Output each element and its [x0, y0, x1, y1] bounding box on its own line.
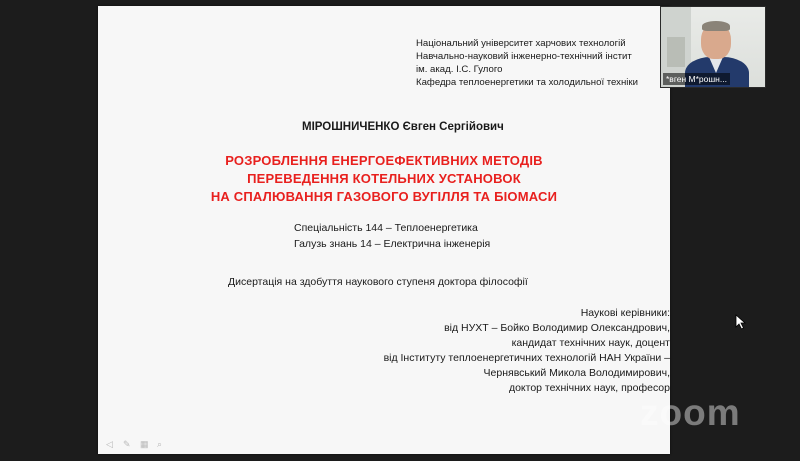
shared-slide	[98, 6, 670, 454]
pen-icon[interactable]: ✎	[123, 439, 131, 449]
supervisor-line: Наукові керівники:	[580, 307, 670, 319]
zoom-logo: zoom	[640, 392, 741, 433]
specialty-line: Спеціальність 144 – Теплоенергетика	[294, 222, 478, 234]
institution-line: Кафедра теплоенергетики та холодильної техніки	[416, 77, 638, 88]
slide-toolbar	[106, 440, 166, 449]
thesis-title-line: РОЗРОБЛЕННЯ ЕНЕРГОЕФЕКТИВНИХ МЕТОДІВ	[225, 153, 543, 168]
thesis-title-line: НА СПАЛЮВАННЯ ГАЗОВОГО ВУГІЛЛЯ ТА БІОМАСИ	[210, 189, 558, 204]
supervisor-line: доктор технічних наук, професор	[508, 382, 670, 394]
dissertation-line: Дисертація на здобуття наукового ступеня доктора філософії	[228, 276, 528, 288]
video-background	[667, 37, 685, 67]
specialty-line: Галузь знань 14 – Електрична інженерія	[294, 238, 491, 250]
institution-line: Навчально-науковий інженерно-технічний інстит	[416, 51, 632, 62]
zoom-icon[interactable]: ⌕	[157, 439, 163, 449]
supervisor-line: від НУХТ – Бойко Володимир Олександрович,	[444, 322, 670, 334]
thesis-title-line: ПЕРЕВЕДЕННЯ КОТЕЛЬНИХ УСТАНОВОК	[247, 171, 521, 186]
participant-name: *вген М*рошн...	[663, 73, 730, 85]
back-arrow-icon[interactable]: ◁	[106, 439, 113, 449]
participant-figure	[702, 21, 730, 31]
institution-line: ім. акад. І.С. Гулого	[416, 64, 503, 75]
mouse-cursor-icon	[735, 314, 747, 330]
grid-icon[interactable]: ▦	[140, 439, 149, 449]
institution-line: Національний університет харчових технологій	[416, 38, 626, 49]
supervisor-line: кандидат технічних наук, доцент	[511, 337, 670, 349]
author-name: МІРОШНИЧЕНКО Євген Сергійович	[302, 121, 504, 133]
participant-video[interactable]	[660, 6, 766, 88]
supervisor-line: Чернявський Микола Володимирович,	[483, 367, 670, 379]
supervisor-line: від Інституту теплоенергетичних технологій НАН України –	[383, 352, 670, 364]
